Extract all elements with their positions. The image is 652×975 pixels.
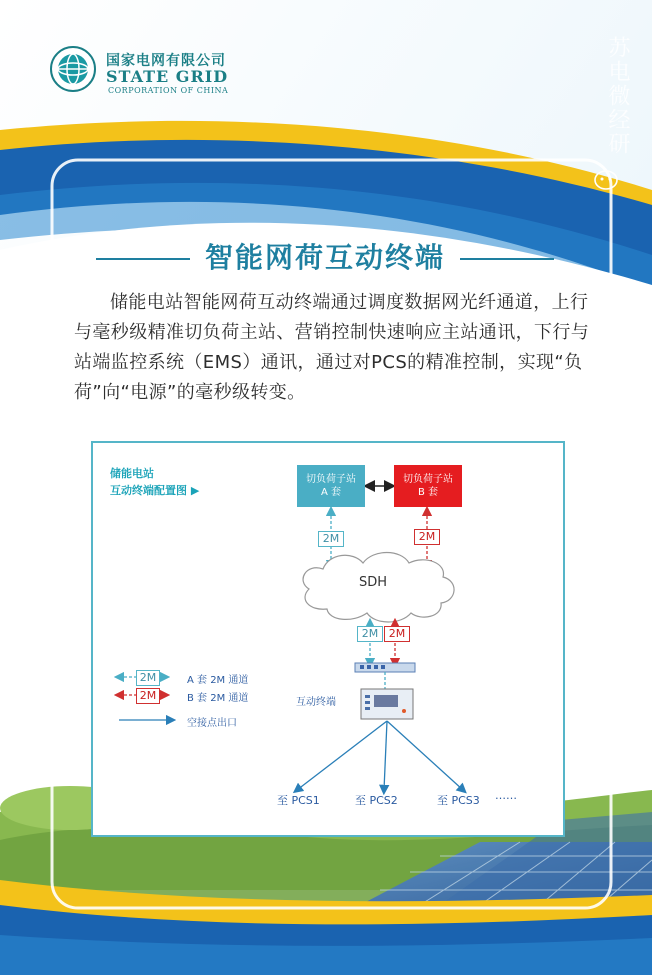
channel-tag-a-top: 2M [318, 531, 344, 547]
section-title [96, 236, 554, 280]
pcs3-label: 至 PCS3 [437, 794, 480, 807]
channel-tag-b-top: 2M [414, 529, 440, 545]
pcs2-label: 至 PCS2 [355, 794, 398, 807]
logo-english-subtitle: CORPORATION OF CHINA [108, 86, 229, 95]
station-a-box [297, 465, 365, 507]
channel-tag-b-bottom: 2M [384, 626, 410, 642]
station-a-set: A 套 [320, 487, 342, 498]
station-a-name: 切负荷子站 [306, 474, 356, 485]
page-title: 智能网荷互动终端 [204, 241, 445, 274]
legend-b-text: B 套 2M 通道 [187, 693, 249, 704]
diagram-caption-line1: 储能电站 [110, 467, 154, 480]
station-b-name: 切负荷子站 [403, 474, 453, 485]
sdh-label: SDH [359, 575, 388, 590]
pcs-ellipsis: …… [495, 789, 517, 802]
terminal-label: 互动终端 [296, 697, 336, 708]
globe-logo-icon [48, 44, 98, 94]
configuration-diagram [91, 441, 565, 837]
legend-c-text: 空接点出口 [187, 718, 237, 729]
watermark-text: 苏电微经研 [605, 36, 630, 156]
wechat-bubble-icon [592, 168, 622, 194]
diagram-caption-line2: 互动终端配置图 ▶ [110, 484, 200, 497]
legend-a-text: A 套 2M 通道 [187, 675, 249, 686]
station-b-box [394, 465, 462, 507]
station-b-set: B 套 [417, 487, 439, 498]
legend-b-tag: 2M [136, 688, 160, 704]
logo-chinese-name: 国家电网有限公司 [106, 53, 226, 69]
channel-tag-a-bottom: 2M [357, 626, 383, 642]
title-right-rule [460, 258, 554, 260]
pcs1-label: 至 PCS1 [277, 794, 320, 807]
legend-a-tag: 2M [136, 670, 160, 686]
state-grid-logo [48, 40, 348, 100]
intro-paragraph: 储能电站智能网荷互动终端通过调度数据网光纤通道，上行与毫秒级精准切负荷主站、营销控制快速响应主站通讯，下行与站端监控系统（EMS）通讯，通过对PCS的精准控制，实现“负荷”向“电源”的毫秒级转变。 [74, 292, 590, 403]
logo-english-name: STATE GRID [106, 67, 229, 86]
